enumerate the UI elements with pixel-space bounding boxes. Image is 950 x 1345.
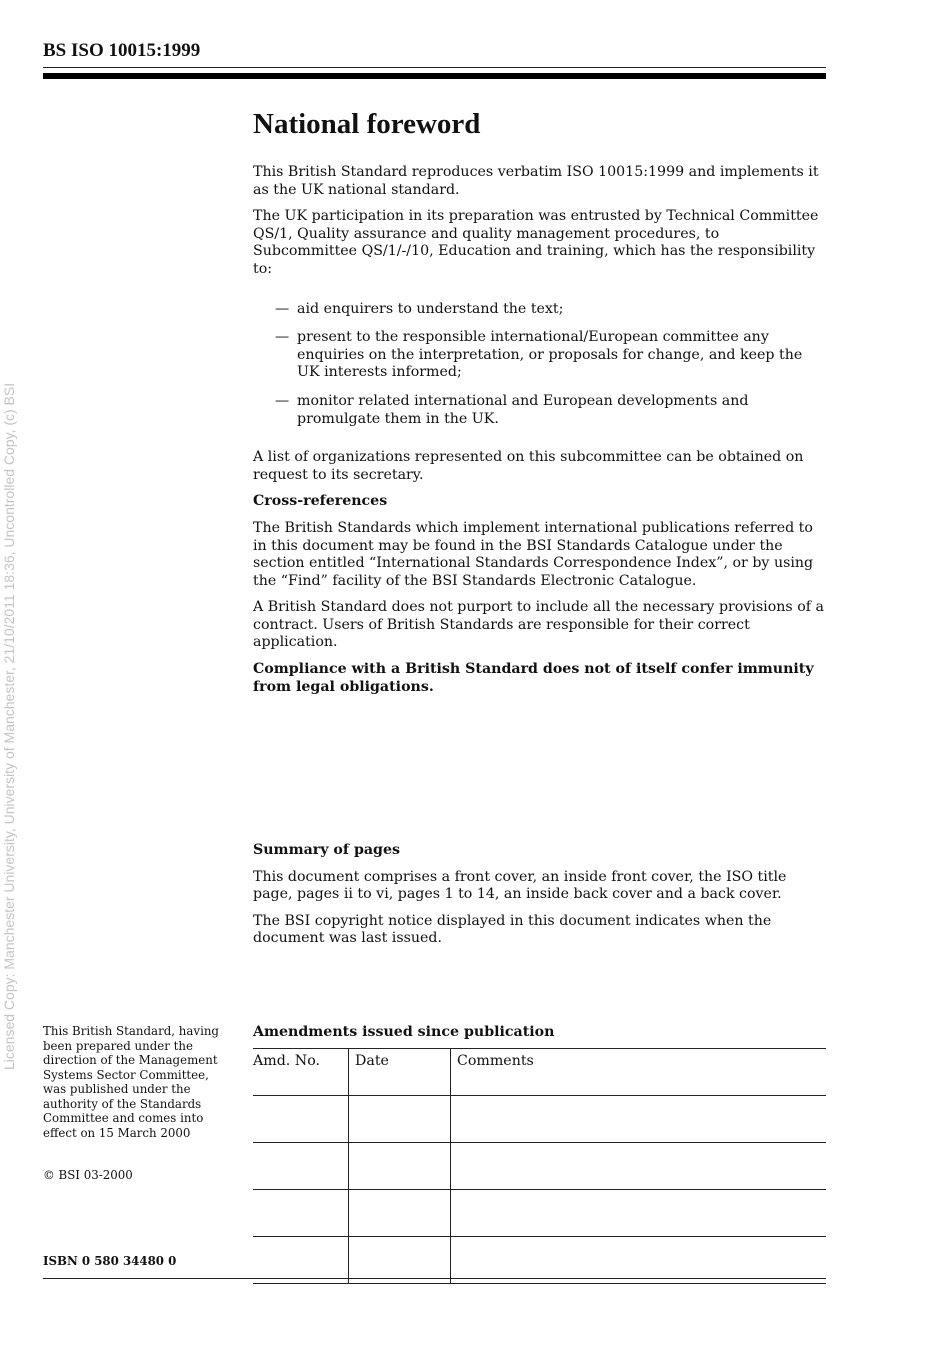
dash-marker: — — [275, 329, 290, 346]
table-cell — [451, 1237, 827, 1284]
table-row — [253, 1096, 826, 1143]
column-header-comments: Comments — [451, 1049, 827, 1096]
table-header-row — [253, 1049, 826, 1096]
copyright-notice: © BSI 03-2000 — [43, 1168, 133, 1182]
cross-references-paragraph: The British Standards which implement international publications referred to in this document may be found in the BSI Standards Catalogue under the section entitled “International Standards Correspondence Index”, or by using the “Find” facility of the BSI Standards Electronic Catalogue. — [253, 519, 814, 589]
table-cell — [253, 1096, 349, 1143]
list-item: — present to the responsible international/European committee any enquiries on the interpretation, or proposals for change, and keep the UK interests informed; — [275, 329, 803, 381]
contract-paragraph: A British Standard does not purport to include all the necessary provisions of a contract. Users of British Standards are responsible for their correct application. — [253, 599, 824, 651]
table-cell — [349, 1143, 451, 1190]
license-watermark: Licensed Copy: Manchester University, University of Manchester, 21/10/2011 18:36, Uncontrolled Copy, (c) BSI — [1, 382, 17, 1070]
responsibility-list — [253, 301, 826, 429]
list-item: — monitor related international and European developments and promulgate them in the UK. — [275, 392, 749, 427]
cross-references-heading: Cross-references — [253, 493, 388, 510]
foreword-paragraph-3: A list of organizations represented on this subcommittee can be obtained on request to its secretary. — [253, 449, 804, 483]
isbn: ISBN 0 580 34480 0 — [43, 1254, 177, 1268]
summary-paragraph-2: The BSI copyright notice displayed in this document indicates when the document was last issued. — [253, 912, 772, 947]
publication-note: This British Standard, having been prepared under the direction of the Management Systems Sector Committee, was published under the authority of the Standards Committee and comes into effect on 15 March 2000 — [43, 1024, 219, 1140]
table-cell — [253, 1190, 349, 1237]
table-row — [253, 1237, 826, 1284]
table-cell — [253, 1143, 349, 1190]
page-title: National foreword — [253, 108, 481, 140]
summary-of-pages — [253, 842, 826, 957]
table-cell — [253, 1237, 349, 1284]
footer-rule — [43, 1278, 826, 1279]
table-cell — [349, 1190, 451, 1237]
document-code: BS ISO 10015:1999 — [43, 40, 201, 61]
header-thick-rule — [43, 73, 826, 79]
table-cell — [451, 1096, 827, 1143]
amendments-title: Amendments issued since publication — [253, 1024, 555, 1040]
table-cell — [349, 1237, 451, 1284]
compliance-statement: Compliance with a British Standard does not of itself confer immunity from legal obligations. — [253, 661, 814, 695]
column-header-date: Date — [349, 1049, 451, 1096]
dash-marker: — — [275, 300, 290, 317]
list-item: — aid enquirers to understand the text; — [275, 300, 564, 317]
table-cell — [451, 1190, 827, 1237]
foreword-paragraph-2: The UK participation in its preparation was entrusted by Technical Committee QS/1, Quality assurance and quality management procedures, to Subcommittee QS/1/-/10, Education and training, which has the responsibility to: — [253, 208, 819, 277]
foreword-paragraph-1: This British Standard reproduces verbatim ISO 10015:1999 and implements it as the UK national standard. — [253, 164, 819, 198]
table-cell — [451, 1143, 827, 1190]
dash-marker: — — [275, 392, 290, 409]
table-cell — [349, 1096, 451, 1143]
column-header-amd-no: Amd. No. — [253, 1049, 349, 1096]
amendments-table — [253, 1048, 826, 1284]
summary-heading: Summary of pages — [253, 842, 400, 858]
national-foreword — [253, 106, 826, 705]
table-row — [253, 1190, 826, 1237]
summary-paragraph-1: This document comprises a front cover, an inside front cover, the ISO title page, pages ii to vi, pages 1 to 14, an inside back cover and a back cover. — [253, 868, 787, 903]
header-thin-rule — [43, 67, 826, 68]
table-row — [253, 1143, 826, 1190]
